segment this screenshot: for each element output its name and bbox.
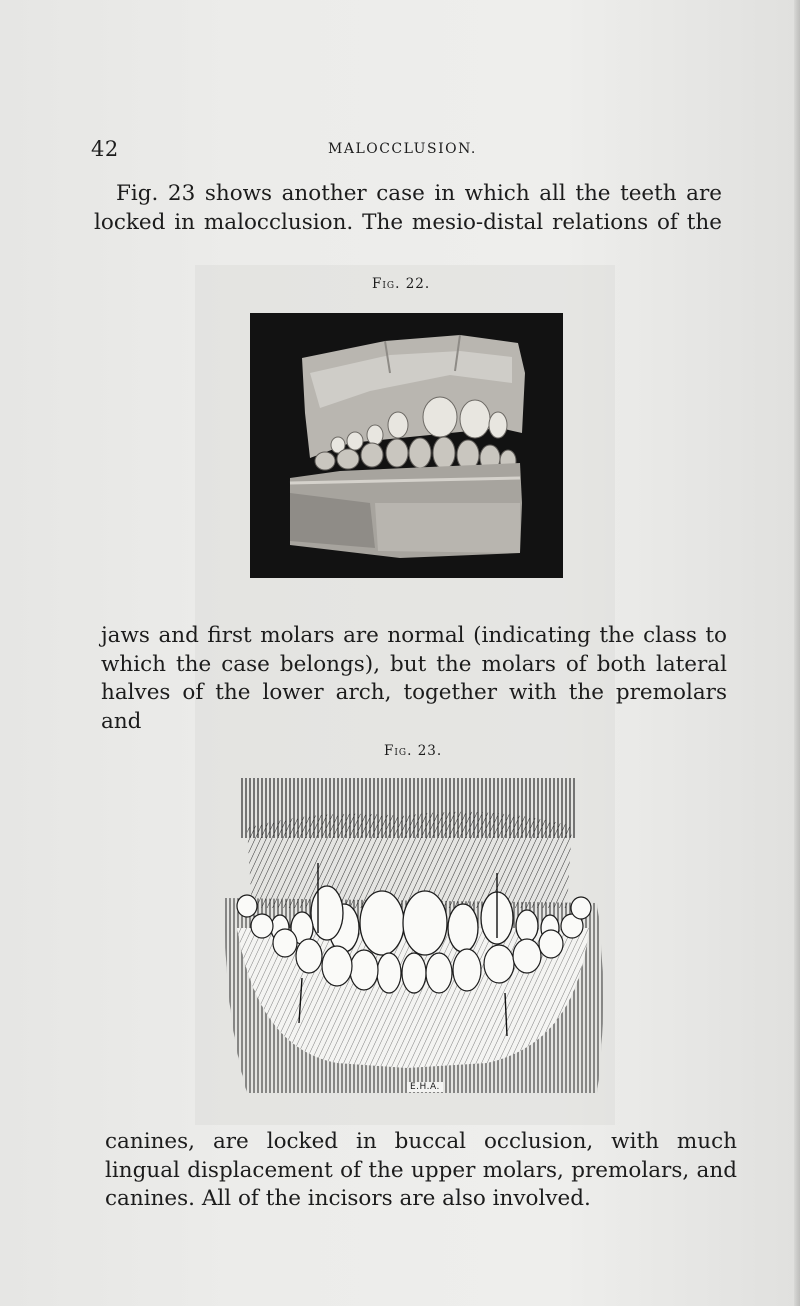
running-title: MALOCCLUSION.: [328, 141, 477, 157]
figure-23-caption: Fig. 23.: [384, 743, 443, 759]
page-number: 42: [91, 137, 119, 161]
body-paragraph-3: canines, are locked in buccal occlusion, with much lingual displacement of the upper molars, premolars, and canines. All of the incisors are also involved.: [105, 1129, 737, 1211]
body-paragraph-1: Fig. 23 shows another case in which all the teeth are locked in malocclusion. The mesio-distal relations of the: [94, 181, 722, 235]
page-edge-shadow: [794, 0, 800, 1306]
figure-23-engraving: [217, 778, 609, 1098]
body-paragraph-2: jaws and first molars are normal (indicating the class to which the case belongs), but the molars of both lateral halves of the lower arch, together with the premolars and: [101, 623, 727, 734]
figure-22-caption: Fig. 22.: [372, 276, 431, 292]
figure-22-photograph: [250, 313, 563, 578]
figure-23-engraver-signature: E.H.A.: [407, 1082, 443, 1092]
